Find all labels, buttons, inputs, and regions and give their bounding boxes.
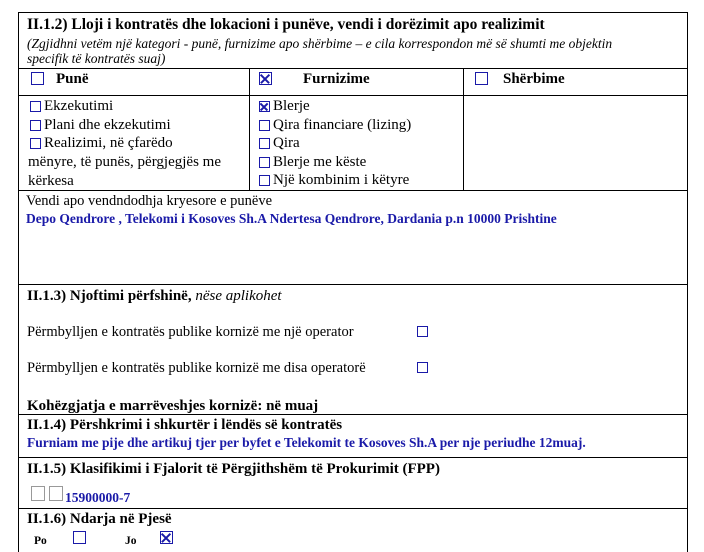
section-1-4-title: II.1.4) Përshkrimi i shkurtër i lëndës së kontratës	[27, 417, 343, 433]
category-pune-label: Punë	[56, 71, 89, 87]
checkbox-pune[interactable]	[31, 72, 44, 85]
category-sherbime-label: Shërbime	[503, 71, 565, 87]
checkbox-plani[interactable]	[30, 120, 41, 131]
section-1-3-title-row	[27, 288, 282, 305]
lots-jo-label: Jo	[125, 535, 137, 547]
row-line-location	[18, 190, 687, 191]
col-line-1	[249, 68, 250, 191]
checkbox-kombinim[interactable]	[259, 175, 270, 186]
works-option-ekzekutimi: Ekzekutimi	[44, 98, 114, 114]
section-1-2-instruction-cont: specifik të kontratës suaj)	[27, 51, 166, 66]
checkbox-one-operator[interactable]	[417, 326, 428, 337]
location-value: Depo Qendrore , Telekomi i Kosoves Sh.A Ndertesa Qendrore, Dardania p.n 10000 Prishtine	[26, 211, 557, 226]
supplies-option-kombinim: Një kombinim i këtyre	[273, 172, 410, 188]
lots-po-label: Po	[34, 535, 47, 547]
row-line-1-3	[18, 284, 687, 285]
border-left	[18, 12, 19, 552]
section-1-2-instruction: (Zgjidhni vetëm një kategori - punë, furnizime apo shërbime – e cila korrespondon më së shumti me objektin	[27, 36, 613, 51]
code-digit-box-1[interactable]	[31, 486, 45, 501]
checkbox-lizing[interactable]	[259, 120, 270, 131]
checkbox-blerje[interactable]	[259, 101, 270, 112]
checkbox-lots-po[interactable]	[73, 531, 86, 544]
row-line-1-6	[18, 508, 687, 509]
row-line-options	[18, 95, 687, 96]
checkbox-sherbime[interactable]	[475, 72, 488, 85]
col-line-2	[463, 68, 464, 191]
supplies-option-blerje: Blerje	[273, 98, 310, 114]
row-line-1-5	[18, 457, 687, 458]
section-1-2-title: II.1.2) Lloji i kontratës dhe lokacioni i punëve, vendi i dorëzimit apo realizimit	[27, 16, 545, 33]
framework-one-operator-label: Përmbylljen e kontratës publike kornizë me një operator	[27, 324, 354, 340]
fpp-code-value: 15900000-7	[65, 490, 131, 505]
checkbox-ekzekutimi[interactable]	[30, 101, 41, 112]
supplies-option-lizing: Qira financiare (lizing)	[273, 117, 412, 133]
framework-multi-operator-label: Përmbylljen e kontratës publike kornizë me disa operatorë	[27, 360, 366, 376]
works-option-plani: Plani dhe ekzekutimi	[44, 117, 171, 133]
checkbox-lots-jo[interactable]	[160, 531, 173, 544]
framework-duration-label: Kohëzgjatja e marrëveshjes kornizë: në muaj	[27, 398, 319, 414]
works-option-realizimi-cont: mënyre, të punës, përgjegjës me	[28, 154, 221, 170]
supplies-option-qira: Qira	[273, 135, 300, 151]
border-top	[18, 12, 687, 13]
border-right	[687, 12, 688, 552]
location-label: Vendi apo vendndodhja kryesore e punëve	[26, 193, 273, 209]
checkbox-multi-operator[interactable]	[417, 362, 428, 373]
works-option-realizimi-cont2: kërkesa	[28, 173, 74, 189]
category-furnizime-label: Furnizime	[303, 71, 370, 87]
section-1-5-title: II.1.5) Klasifikimi i Fjalorit të Përgjithshëm të Prokurimit (FPP)	[27, 461, 440, 477]
supplies-option-kese: Blerje me këste	[273, 154, 367, 170]
checkbox-furnizime[interactable]	[259, 72, 272, 85]
checkbox-realizimi[interactable]	[30, 138, 41, 149]
checkbox-qira[interactable]	[259, 138, 270, 149]
section-1-4-value: Furniam me pije dhe artikuj tjer per byfet e Telekomit te Kosoves Sh.A per nje periudhe 12muaj.	[27, 435, 586, 450]
section-1-3-note: nëse aplikohet	[195, 288, 282, 304]
section-1-6-title: II.1.6) Ndarja në Pjesë	[27, 511, 172, 527]
works-option-realizimi: Realizimi, në çfarëdo	[44, 135, 173, 151]
section-1-3-title: II.1.3) Njoftimi përfshinë,	[27, 288, 192, 304]
row-line-categories	[18, 68, 687, 69]
code-digit-box-2[interactable]	[49, 486, 63, 501]
checkbox-kese[interactable]	[259, 157, 270, 168]
